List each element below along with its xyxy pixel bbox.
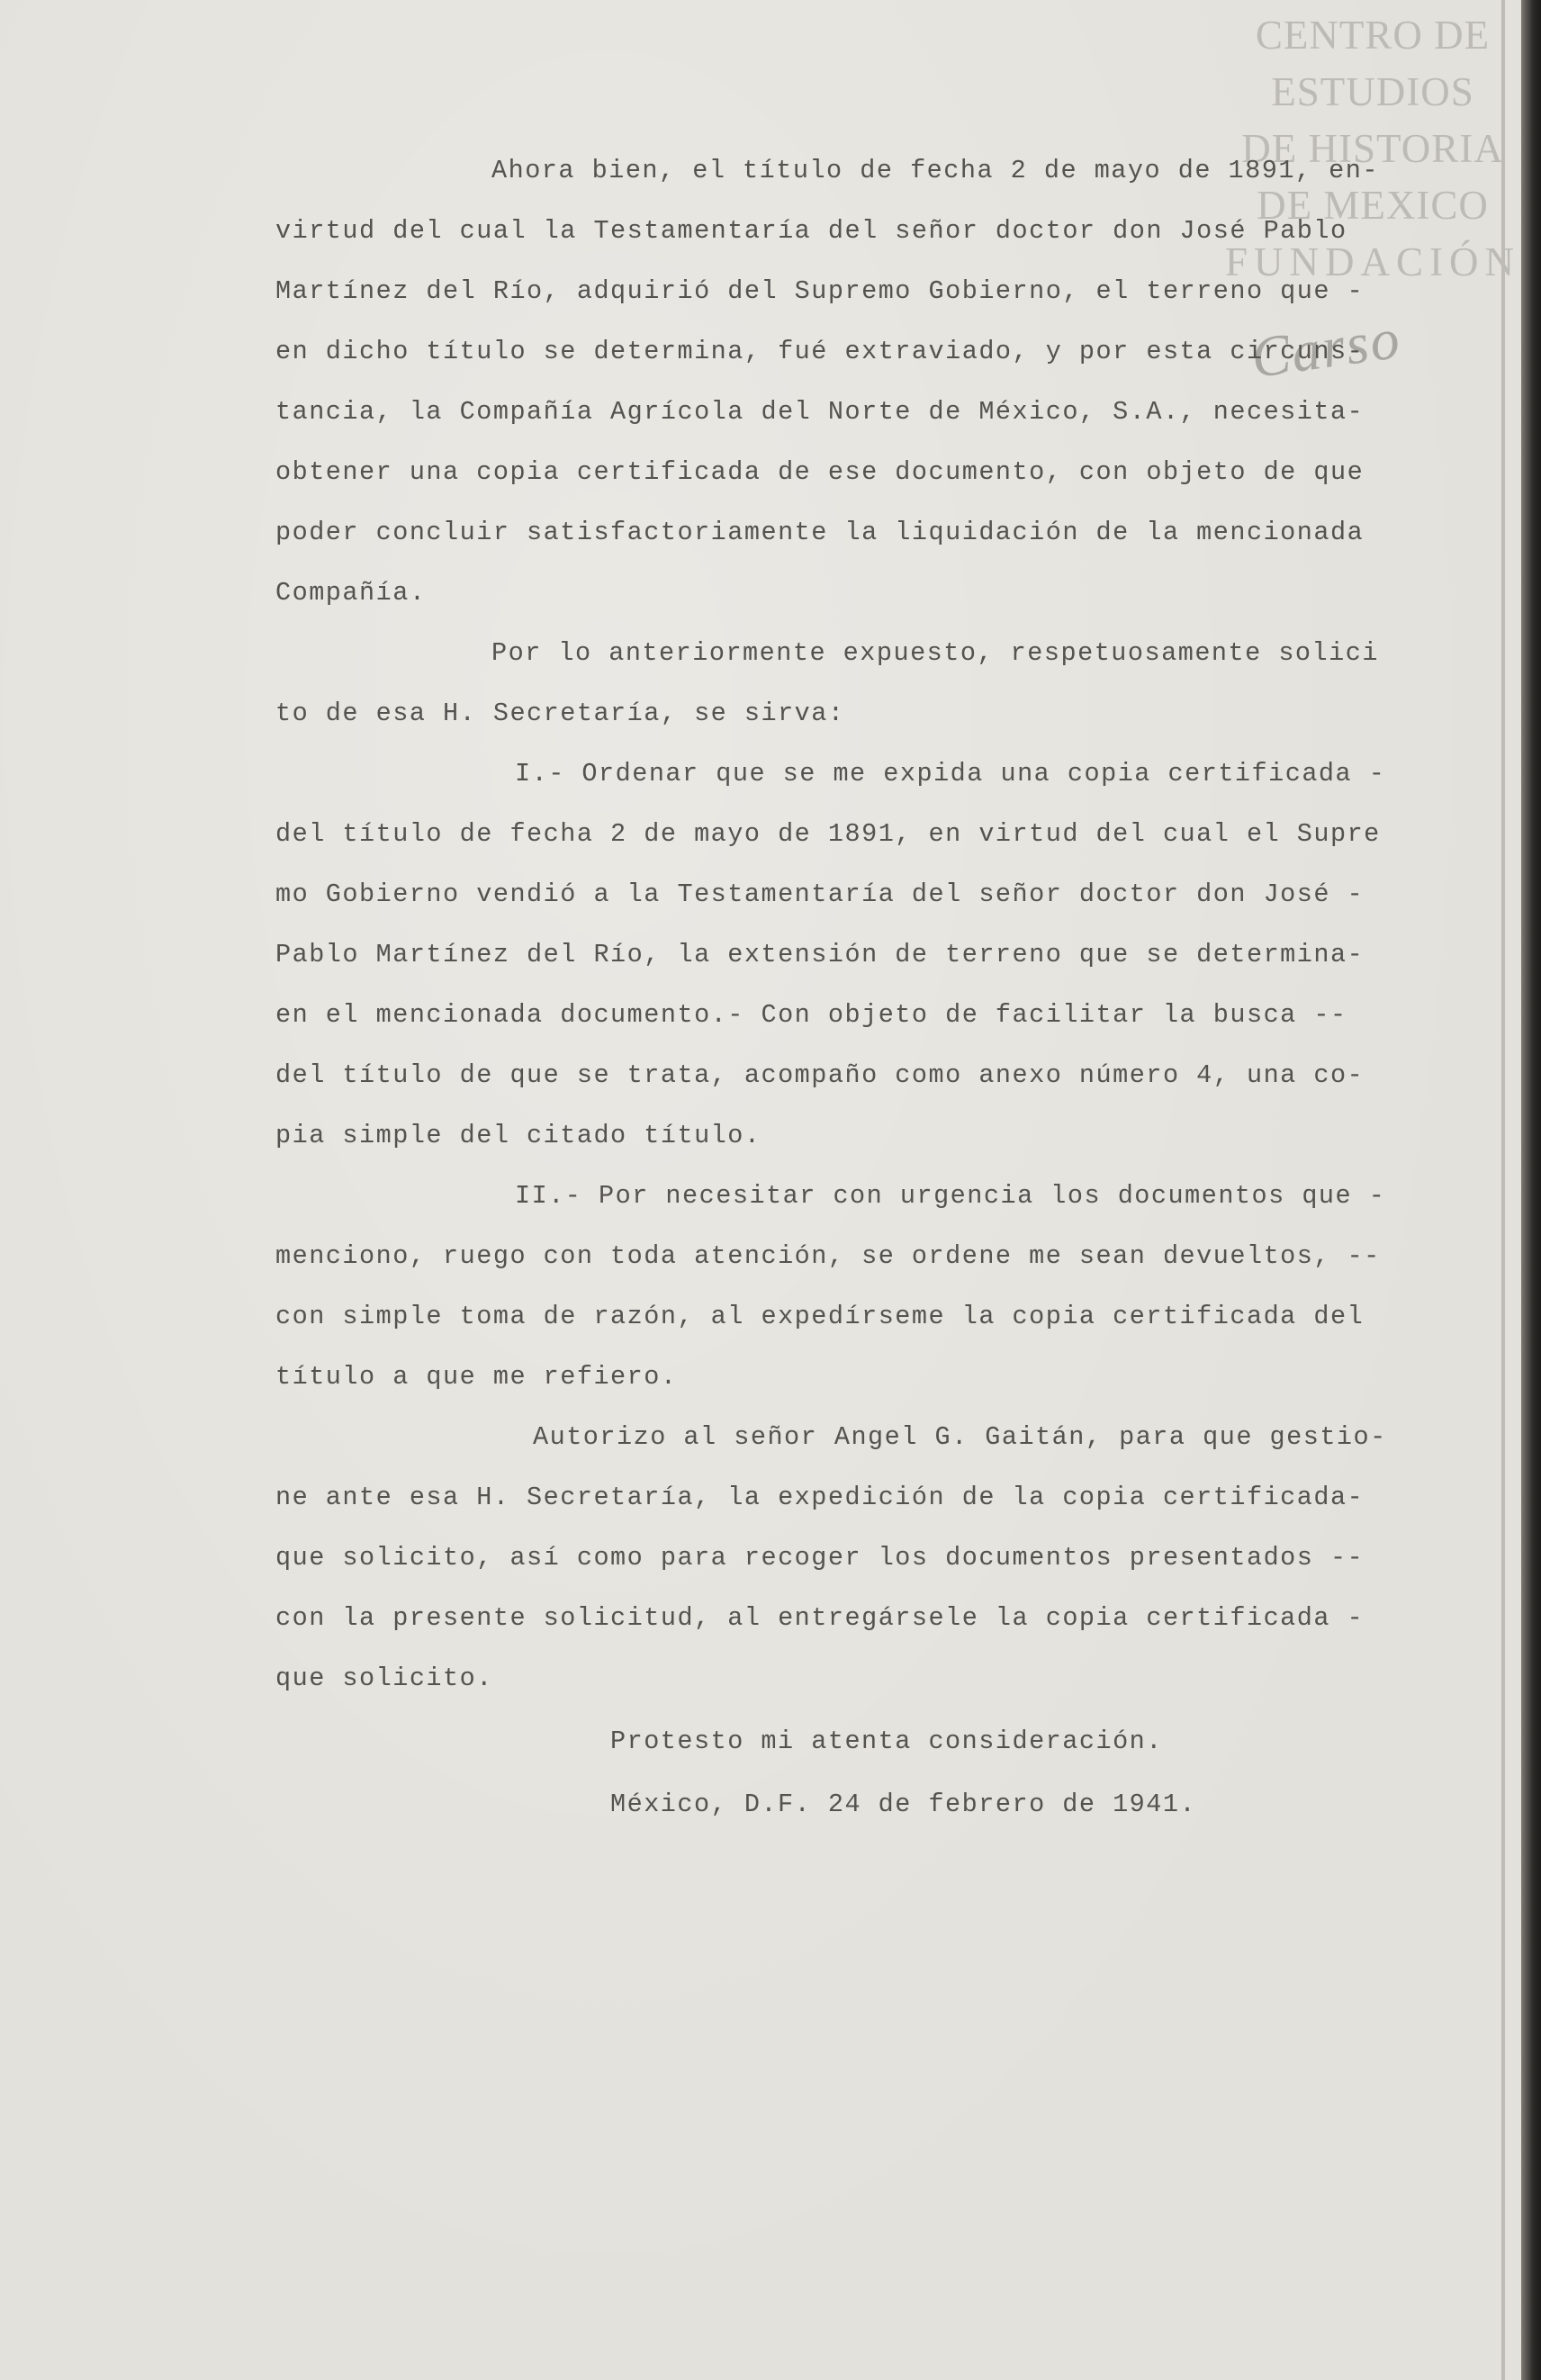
- text-line: título a que me refiero.: [275, 1362, 678, 1392]
- text-line: tancia, la Compañía Agrícola del Norte de México, S.A., necesita-: [275, 397, 1365, 427]
- text-line: II.- Por necesitar con urgencia los documentos que -: [515, 1181, 1386, 1211]
- text-line: poder concluir satisfactoriamente la liquidación de la mencionada: [275, 518, 1365, 547]
- watermark-line: FUNDACIÓN: [1224, 239, 1520, 284]
- text-line: México, D.F. 24 de febrero de 1941.: [610, 1790, 1197, 1819]
- text-line: I.- Ordenar que se me expida una copia certificada -: [515, 759, 1386, 789]
- text-line: ne ante esa H. Secretaría, la expedición de la copia certificada-: [275, 1483, 1365, 1512]
- text-line: que solicito.: [275, 1663, 493, 1693]
- text-line: con simple toma de razón, al expedírseme la copia certificada del: [275, 1302, 1365, 1331]
- text-line: en dicho título se determina, fué extraviado, y por esta circuns-: [275, 337, 1365, 366]
- watermark-signature: Carso: [1247, 305, 1405, 391]
- text-line: mo Gobierno vendió a la Testamentaría del señor doctor don José -: [275, 879, 1365, 909]
- text-line: Martínez del Río, adquirió del Supremo Gobierno, el terreno que -: [275, 276, 1365, 306]
- text-line: to de esa H. Secretaría, se sirva:: [275, 699, 845, 728]
- text-line: menciono, ruego con toda atención, se ordene me sean devueltos, --: [275, 1241, 1381, 1271]
- text-line: Protesto mi atenta consideración.: [610, 1726, 1163, 1756]
- text-line: Por lo anteriormente expuesto, respetuosamente solici: [491, 638, 1379, 668]
- text-line: del título de que se trata, acompaño como anexo número 4, una co-: [275, 1060, 1365, 1090]
- text-line: Ahora bien, el título de fecha 2 de mayo de 1891, en-: [491, 156, 1379, 185]
- text-line: con la presente solicitud, al entregársele la copia certificada -: [275, 1603, 1365, 1633]
- text-line: del título de fecha 2 de mayo de 1891, en virtud del cual el Supre: [275, 819, 1381, 849]
- text-line: Autorizo al señor Angel G. Gaitán, para que gestio-: [533, 1422, 1387, 1452]
- watermark-line: ESTUDIOS: [1271, 69, 1474, 114]
- text-line: en el mencionada documento.- Con objeto de facilitar la busca --: [275, 1000, 1347, 1030]
- text-line: Pablo Martínez del Río, la extensión de terreno que se determina-: [275, 940, 1365, 969]
- watermark-line: DE MEXICO: [1257, 183, 1489, 228]
- page-fold: [1501, 0, 1505, 2380]
- watermark-line: CENTRO DE: [1255, 13, 1491, 58]
- text-line: virtud del cual la Testamentaría del señor doctor don José Pablo: [275, 216, 1347, 246]
- text-line: obtener una copia certificada de ese documento, con objeto de que: [275, 457, 1365, 487]
- watermark-line: DE HISTORIA: [1241, 126, 1504, 171]
- text-line: Compañía.: [275, 578, 427, 608]
- page-edge-shadow: [1521, 0, 1541, 2380]
- text-line: pia simple del citado título.: [275, 1121, 761, 1150]
- text-line: que solicito, así como para recoger los documentos presentados --: [275, 1543, 1365, 1573]
